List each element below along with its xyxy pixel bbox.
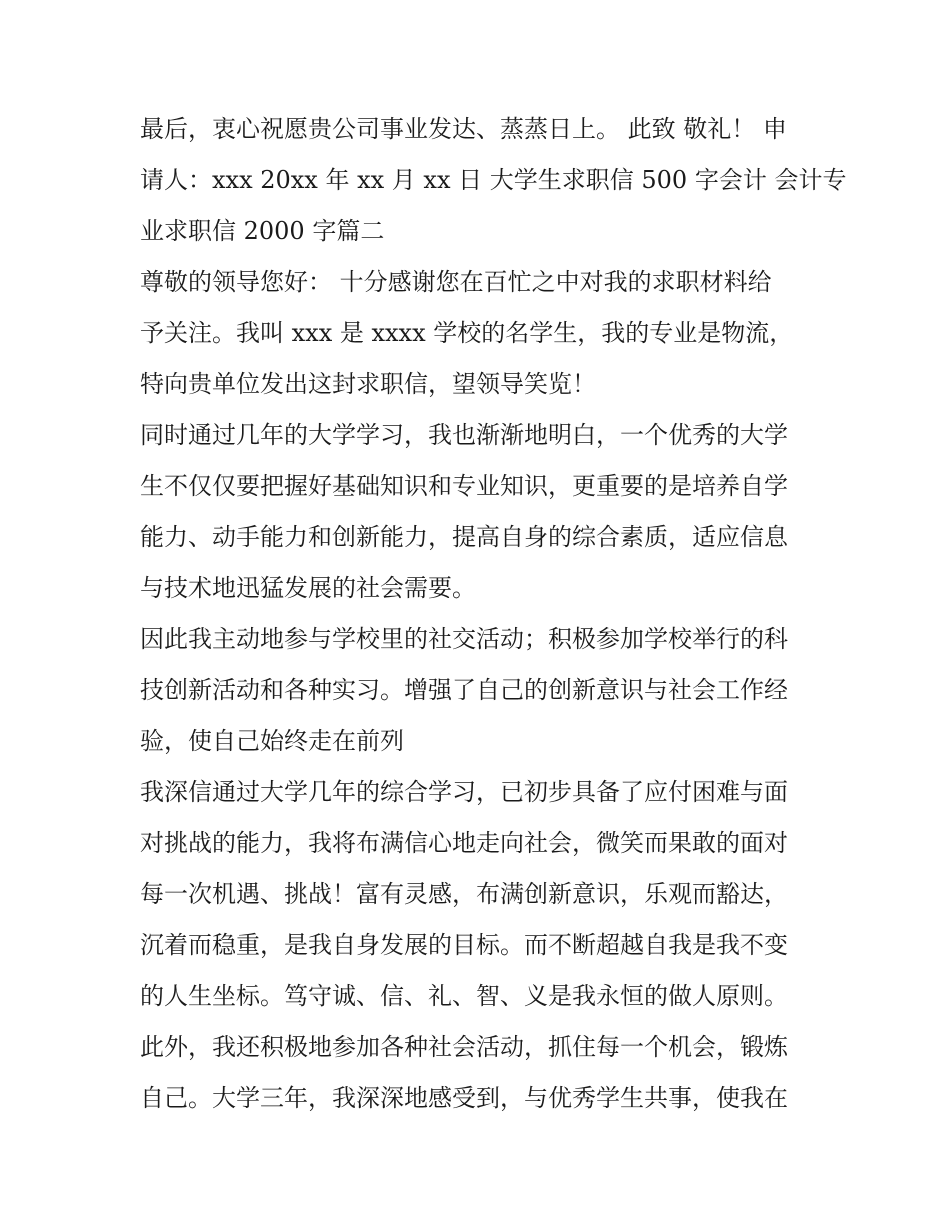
- text-line: 业求职信 2000 字篇二: [140, 217, 385, 245]
- text-line: 特向贵单位发出这封求职信，望领导笑览！: [140, 370, 596, 398]
- text-line: 对挑战的能力，我将布满信心地走向社会，微笑而果敢的面对: [140, 829, 788, 857]
- text-line: 请人：xxx 20xx 年 xx 月 xx 日 大学生求职信 500 字会计 会计专: [140, 166, 847, 194]
- text-line: 最后，衷心祝愿贵公司事业发达、蒸蒸日上。 此致 敬礼！ 申: [140, 115, 787, 143]
- text-line: 的人生坐标。笃守诚、信、礼、智、义是我永恒的做人原则。: [140, 982, 788, 1010]
- text-line: 自己。大学三年，我深深地感受到，与优秀学生共事，使我在: [140, 1084, 788, 1112]
- text-line: 生不仅仅要把握好基础知识和专业知识，更重要的是培养自学: [140, 472, 788, 500]
- document-body: [140, 104, 847, 1124]
- text-line: 此外，我还积极地参加各种社会活动，抓住每一个机会，锻炼: [140, 1033, 788, 1061]
- paragraph-confidence: [140, 767, 812, 1124]
- text-line: 沉着而稳重，是我自身发展的目标。而不断超越自我是我不变: [140, 931, 788, 959]
- paragraph-activities: [140, 614, 812, 767]
- text-line: 验，使自己始终走在前列: [140, 727, 404, 755]
- text-line: 予关注。我叫 xxx 是 xxxx 学校的名学生，我的专业是物流，: [140, 319, 794, 347]
- text-line: 尊敬的领导您好： 十分感谢您在百忙之中对我的求职材料给: [140, 268, 772, 296]
- text-line: 每一次机遇、挑战！富有灵感，布满创新意识，乐观而豁达，: [140, 880, 788, 908]
- text-line: 我深信通过大学几年的综合学习，已初步具备了应付困难与面: [140, 778, 788, 806]
- text-line: 技创新活动和各种实习。增强了自己的创新意识与社会工作经: [140, 676, 788, 704]
- paragraph-greeting: [140, 257, 812, 410]
- text-line: 同时通过几年的大学学习，我也渐渐地明白，一个优秀的大学: [140, 421, 788, 449]
- text-line: 因此我主动地参与学校里的社交活动；积极参加学校举行的科: [140, 625, 788, 653]
- text-line: 与技术地迅猛发展的社会需要。: [140, 574, 476, 602]
- paragraph-closing: [140, 104, 847, 257]
- text-line: 能力、动手能力和创新能力，提高自身的综合素质，适应信息: [140, 523, 788, 551]
- paragraph-study: [140, 410, 812, 614]
